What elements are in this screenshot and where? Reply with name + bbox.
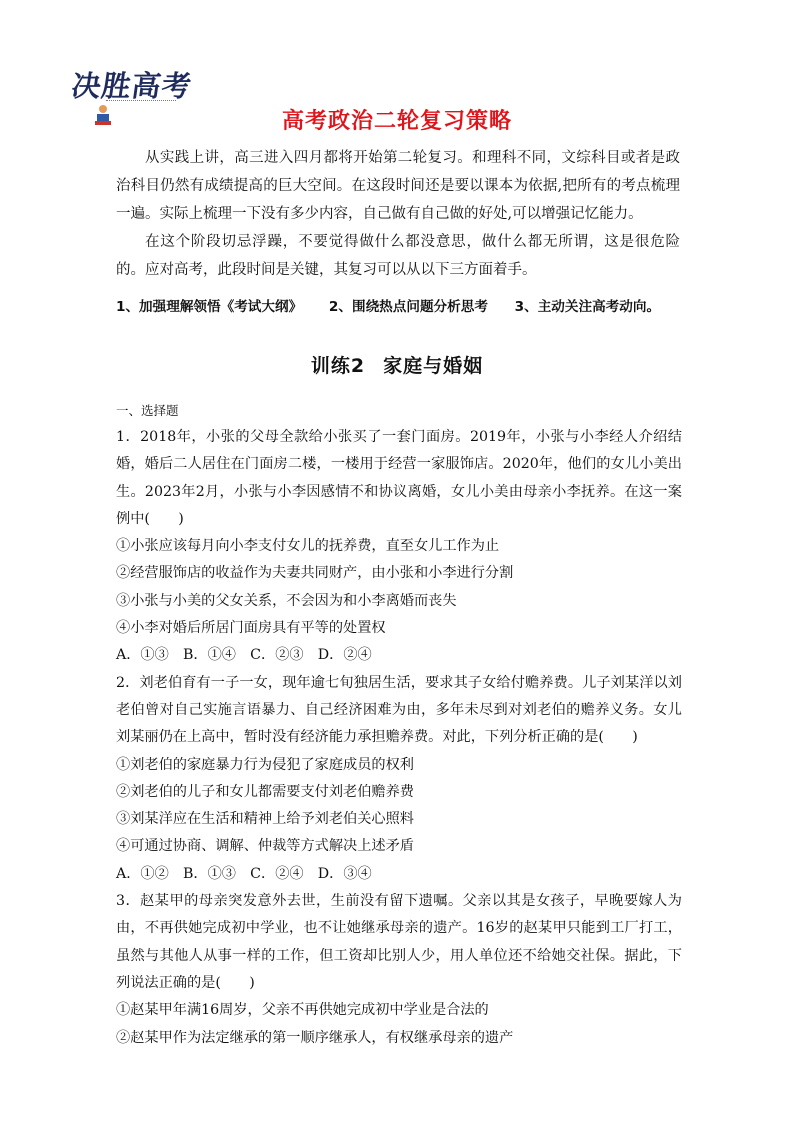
question-option: ②经营服饰店的收益作为夫妻共同财产，由小张和小李进行分割 — [116, 565, 514, 582]
question — [116, 888, 682, 1052]
strategy-item: 1、加强理解领悟《考试大纲》 — [116, 299, 303, 315]
question-option: ④可通过协商、调解、仲裁等方式解决上述矛盾 — [116, 838, 414, 855]
section-number: 训练2 — [310, 355, 366, 377]
logo-text: 决胜高考 — [69, 69, 195, 103]
question-option: ③小张与小美的父女关系，不会因为和小李离婚而丧失 — [116, 592, 457, 609]
section-name: 家庭与婚姻 — [383, 355, 484, 377]
question — [116, 424, 682, 670]
intro-paragraph: 从实践上讲，高三进入四月都将开始第二轮复习。和理科不同，文综科目或者是政治科目仍然有成绩提高的巨大空间。在这段时间还是要以课本为依据,把所有的考点梳理一遍。实际上梳理一下没有多少内容，自己做有自己做的好处,可以增强记忆能力。 — [116, 150, 680, 222]
question-option: ①刘老伯的家庭暴力行为侵犯了家庭成员的权利 — [116, 756, 414, 773]
question-option: ①小张应该每月向小李支付女儿的抚养费，直至女儿工作为止 — [116, 538, 500, 555]
strategy-item: 2、围绕热点问题分析思考 — [328, 299, 488, 315]
question-type-heading: 一、选择题 — [116, 403, 179, 418]
question-list — [116, 398, 682, 1052]
strategy-item: 3、主动关注高考动向。 — [514, 299, 661, 315]
question-stem: 1．2018年，小张的父母全款给小张买了一套门面房。2019年，小张与小李经人介绍结婚，婚后二人居住在门面房二楼，一楼用于经营一家服饰店。2020年，他们的女儿小美出生。2023年2月，小张与小李因感情不和协议离婚，女儿小美由母亲小李抚养。在这一案例中( ) — [116, 429, 682, 527]
answer-choices: A．①③ B．①④ C．②③ D．②④ — [116, 647, 372, 664]
strategy-list — [116, 295, 686, 315]
section-title — [0, 351, 794, 378]
question-option: ②赵某甲作为法定继承的第一顺序继承人，有权继承母亲的遗产 — [116, 1029, 514, 1046]
question-option: ④小李对婚后所居门面房具有平等的处置权 — [116, 620, 386, 637]
question-stem: 3．赵某甲的母亲突发意外去世，生前没有留下遗嘱。父亲以其是女孩子，早晚要嫁人为由，不再供她完成初中学业，也不让她继承母亲的遗产。16岁的赵某甲只能到工厂打工，虽然与其他人从事一样的工作，但工资却比别人少，用人单位还不给她交社保。据此，下列说法正确的是( ) — [116, 893, 682, 991]
question-option: ②刘老伯的儿子和女儿都需要支付刘老伯赡养费 — [116, 783, 414, 800]
answer-choices: A．①② B．①③ C．②④ D．③④ — [116, 865, 372, 882]
intro-paragraph: 在这个阶段切忌浮躁，不要觉得做什么都没意思，做什么都无所谓，这是很危险的。应对高考，此段时间是关键，其复习可以从以下三方面着手。 — [116, 234, 680, 278]
page-title: 高考政治二轮复习策略 — [281, 109, 512, 134]
question-stem: 2．刘老伯育有一子一女，现年逾七旬独居生活，要求其子女给付赡养费。儿子刘某洋以刘老伯曾对自己实施言语暴力、自己经济困难为由，多年未尽到对刘老伯的赡养义务。女儿刘某丽仍在上高中，暂时没有经济能力承担赡养费。对此，下列分析正确的是( ) — [116, 674, 682, 746]
question-option: ①赵某甲年满16周岁，父亲不再供她完成初中学业是合法的 — [116, 1002, 489, 1019]
intro — [116, 144, 680, 284]
question — [116, 670, 682, 888]
question-option: ③刘某洋应在生活和精神上给予刘老伯关心照料 — [116, 811, 414, 828]
